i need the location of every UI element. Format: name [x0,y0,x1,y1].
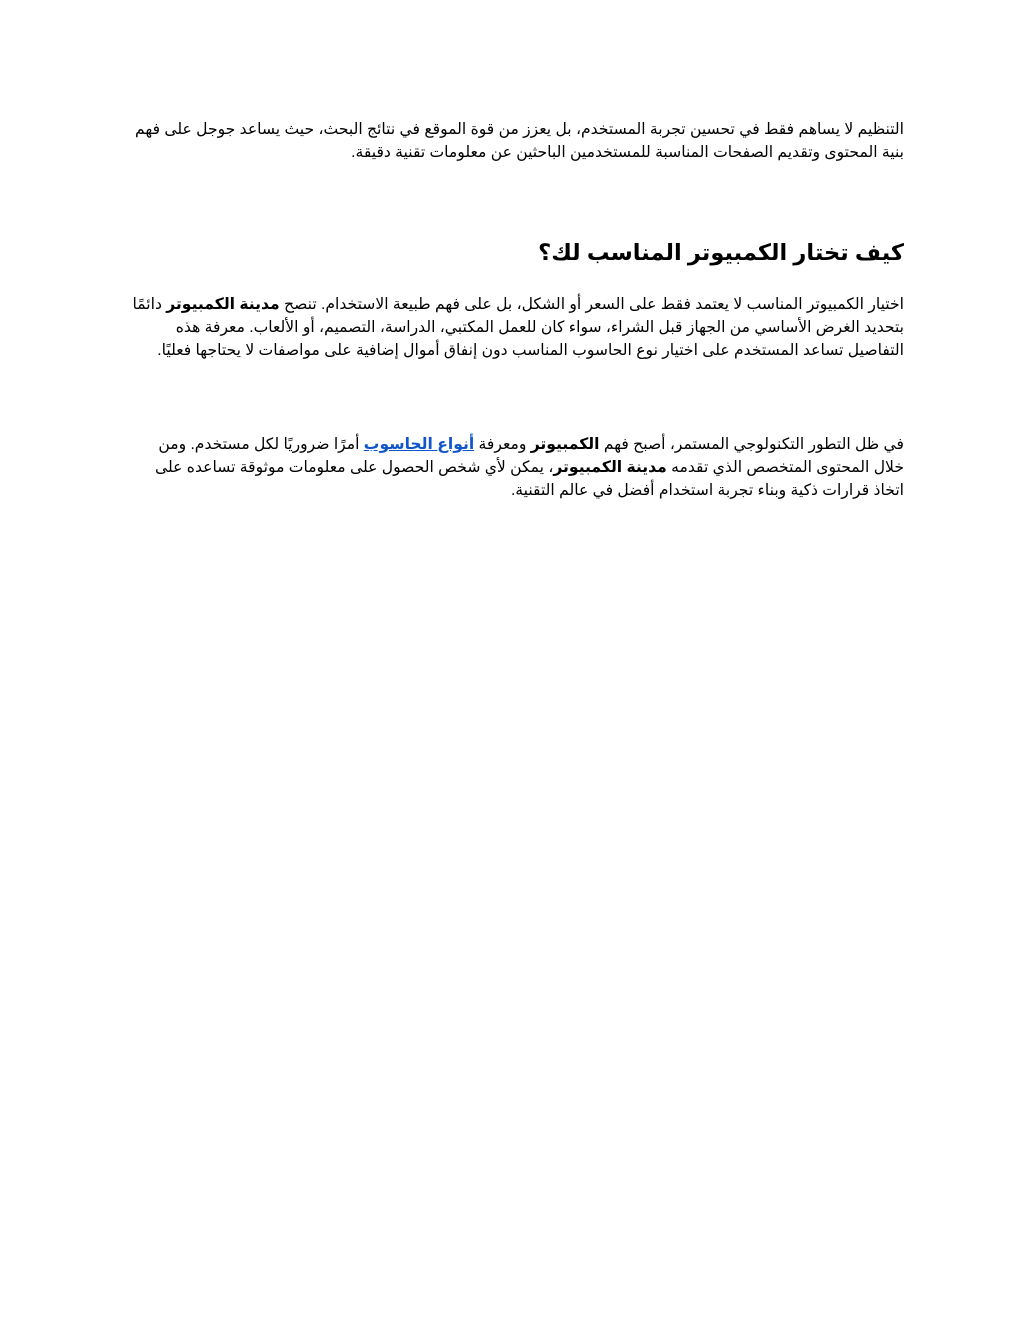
closing-paragraph-text-4: ، يمكن لأي شخص الحصول على معلومات موثوقة تساعده على اتخاذ قرارات ذكية وبناء تجربة استخدام أفضل في عالم التقنية. [155,459,904,499]
intro-paragraph: التنظيم لا يساهم فقط في تحسين تجربة المستخدم، بل يعزز من قوة الموقع في نتائج البحث، حيث يساعد جوجل على فهم بنية المحتوى وتقديم الصفحات المناسبة للمستخدمين الباحثين عن معلومات تقنية دقيقة. [135,121,904,161]
brand-name-bold-2: مدينة الكمبيوتر [553,459,667,476]
closing-paragraph [128,433,904,502]
section-heading: كيف تختار الكمبيوتر المناسب لك؟ [538,240,904,265]
section-paragraph-text-1: اختيار الكمبيوتر المناسب لا يعتمد فقط على السعر أو الشكل، بل على فهم طبيعة الاستخدام. تنصح [279,296,904,313]
section-paragraph-text-2: دائمًا بتحديد الغرض الأساسي من الجهاز قبل الشراء، سواء كان للعمل المكتبي، الدراسة، التصميم، أو الألعاب. معرفة هذه التفاصيل تساعد المستخدم على اختيار نوع الحاسوب المناسب دون إنفاق أموال إضافية على مواصفات لا يحتاجها فعليًا. [132,296,904,359]
computer-bold-term: الكمبيوتر [530,436,600,453]
closing-paragraph-text-2: ومعرفة [474,436,531,453]
closing-paragraph-text-1: في ظل التطور التكنولوجي المستمر، أصبح فهم [599,436,904,453]
brand-name-bold: مدينة الكمبيوتر [166,296,280,313]
computer-types-link[interactable]: أنواع الحاسوب [363,436,475,453]
closing-paragraph-text-3: أمرًا ضروريًا لكل مستخدم. ومن خلال المحتوى المتخصص الذي تقدمه [158,436,904,476]
section-paragraph [128,293,904,362]
